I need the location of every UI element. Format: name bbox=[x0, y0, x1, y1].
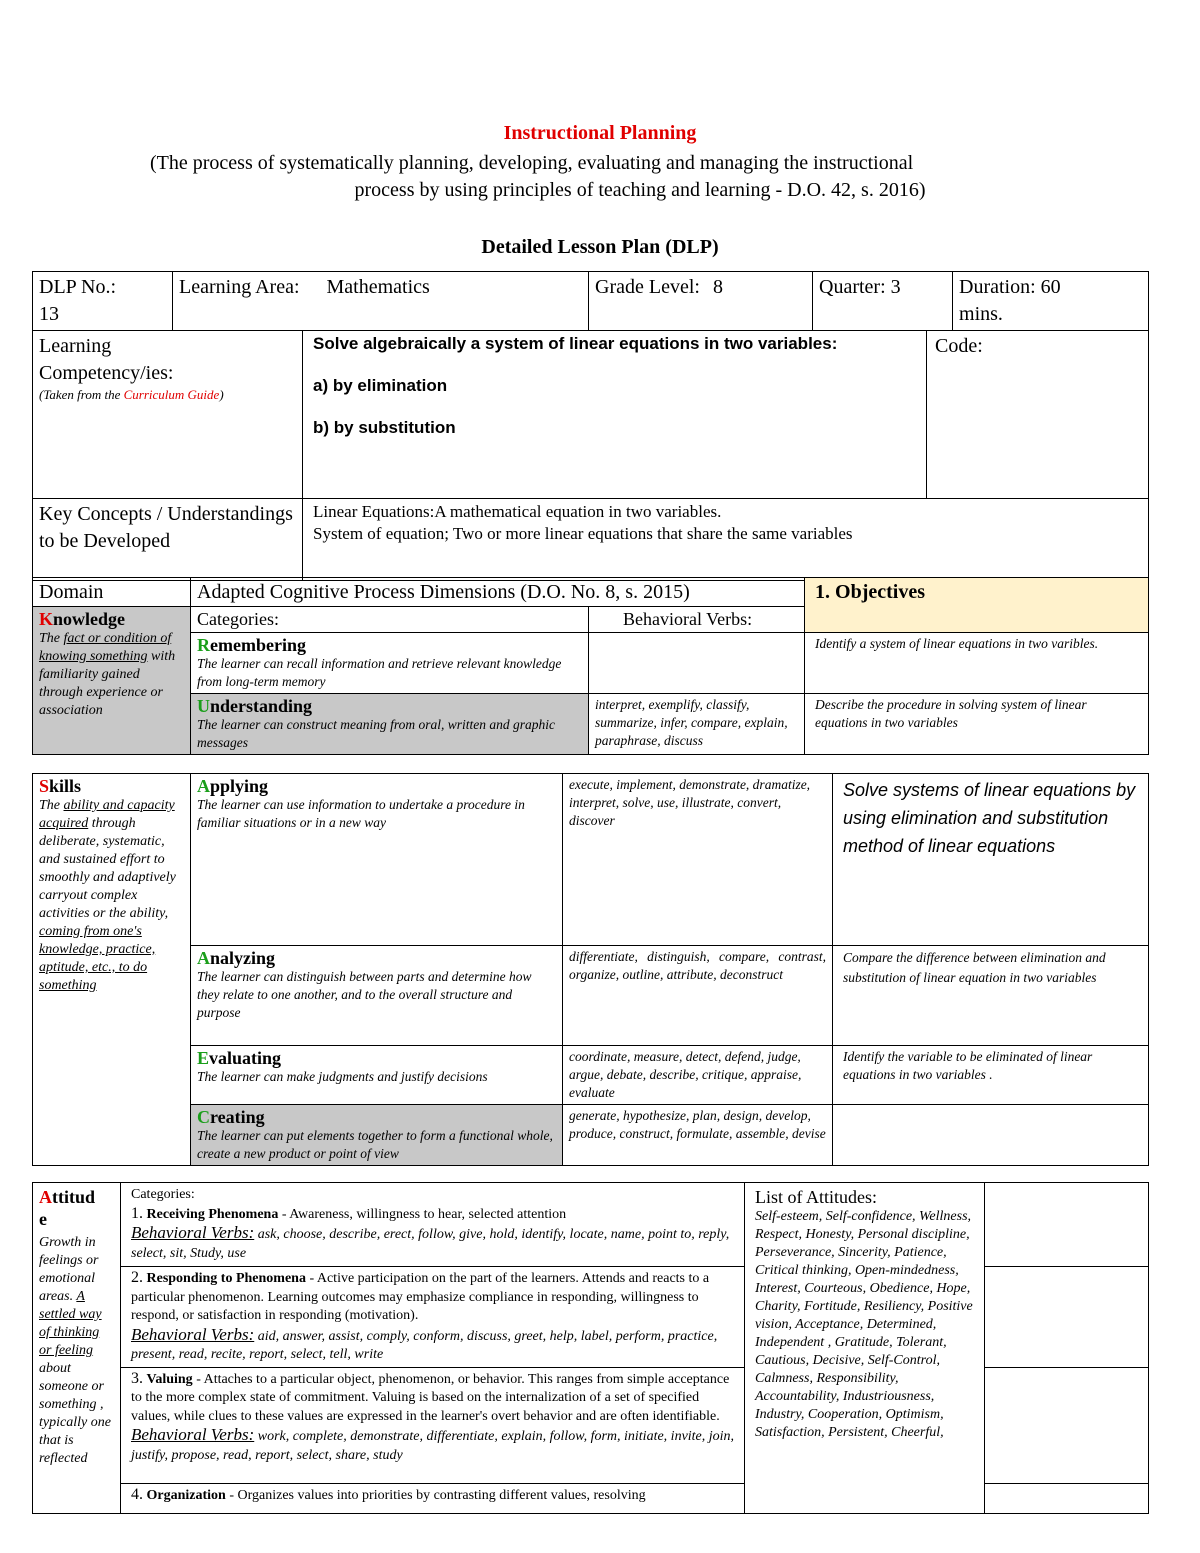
applying-description: The learner can use information to undertake a procedure in familiar situations or in a new way bbox=[197, 797, 525, 830]
receiving-phenomena-text: 1. Receiving Phenomena - Awareness, willingness to hear, selected attention bbox=[131, 1204, 567, 1222]
competency-title: Solve algebraically a system of linear equations in two variables: bbox=[313, 334, 838, 353]
remembering-objective: Identify a system of linear equations in two varibles. bbox=[805, 633, 1149, 694]
learning-area-cell bbox=[173, 272, 589, 331]
grade-level-cell bbox=[589, 272, 813, 331]
competency-item-b: b) by substitution bbox=[313, 418, 456, 437]
quarter-value: 3 bbox=[890, 276, 901, 298]
key-concept-line-2: System of equation; Two or more linear equations that share the same variables bbox=[313, 524, 853, 543]
analyzing-title: Analyzing bbox=[197, 948, 276, 968]
valuing-cell bbox=[121, 1367, 745, 1483]
analyzing-cell bbox=[191, 946, 563, 1046]
understanding-description: The learner can construct meaning from oral, written and graphic messages bbox=[197, 717, 555, 750]
description-line-2: process by using principles of teaching and learning - D.O. 42, s. 2016) bbox=[354, 179, 926, 201]
skills-title: Skills bbox=[39, 776, 82, 796]
knowledge-description: The fact or condition of knowing something with familiarity gained through experience or association bbox=[39, 631, 176, 718]
competency-label-cell bbox=[33, 331, 303, 499]
remembering-verbs bbox=[589, 633, 805, 694]
analyzing-description: The learner can distinguish between parts and determine how they relate to one another, and to the overall structure and purpose bbox=[197, 969, 532, 1020]
duration-unit: mins. bbox=[959, 303, 1003, 325]
description-line-1: (The process of systematically planning, developing, evaluating and managing the instructional bbox=[150, 152, 914, 174]
analyzing-objective: Compare the difference between elimination and substitution of linear equation in two variables bbox=[833, 946, 1149, 1046]
categories-header: Categories: bbox=[191, 607, 589, 633]
quarter-label: Quarter: bbox=[819, 276, 886, 298]
dlp-info-table bbox=[32, 271, 1149, 581]
attitudes-list-cell bbox=[745, 1183, 985, 1514]
attitude-title: Attitud e bbox=[39, 1187, 96, 1229]
attitude-table bbox=[32, 1182, 1149, 1514]
key-concepts-label-cell bbox=[33, 499, 303, 581]
evaluating-cell bbox=[191, 1046, 563, 1105]
creating-description: The learner can put elements together to form a functional whole, create a new product or point of view bbox=[197, 1128, 553, 1161]
valuing-text: 3. Valuing - Attaches to a particular object, phenomenon, or behavior. This ranges from simple acceptance to the more complex state of commitment. Valuing is based on the internalization of a set of specified values, while clues to these values are expressed in the learner's overt behavior and are often identifiable. bbox=[131, 1369, 730, 1424]
knowledge-table bbox=[32, 577, 1149, 755]
remembering-description: The learner can recall information and retrieve relevant knowledge from long-term memory bbox=[197, 656, 562, 689]
understanding-cell bbox=[191, 694, 589, 755]
competency-label-1: Learning bbox=[39, 335, 112, 357]
attitude-domain-cell bbox=[33, 1183, 121, 1514]
creating-title: Creating bbox=[197, 1107, 265, 1127]
attitude-categories-label: Categories: bbox=[131, 1187, 195, 1202]
competency-source-note: (Taken from the Curriculum Guide) bbox=[39, 387, 224, 402]
key-concepts-content-cell bbox=[303, 499, 1149, 581]
grade-level-label: Grade Level: bbox=[595, 276, 700, 298]
receiving-behavioral-verbs: Behavioral Verbs: ask, choose, describe, erect, follow, give, hold, identify, locate, name, point to, reply, select, sit, Study, use bbox=[131, 1223, 730, 1261]
applying-cell bbox=[191, 774, 563, 946]
competency-item-a: a) by elimination bbox=[313, 376, 448, 395]
attitudes-list: Self-esteem, Self-confidence, Wellness, Respect, Honesty, Personal discipline, Perseverance, Sincerity, Patience, Critical thinking, Open-mindedness, Interest, Courteous, Obedience, Hope, Charity, Fortitude, Resiliency, Positive vision, Acceptance, Determined, Independent , Gratitude, Tolerant, Cautious, Decisive, Self-Control, Calmness, Responsibility, Accountability, Industriousness, Industry, Cooperation, Optimism, Satisfaction, Persistent, Cheerful, bbox=[755, 1209, 973, 1440]
code-cell bbox=[927, 331, 1149, 499]
creating-objective bbox=[833, 1105, 1149, 1166]
competency-content-cell bbox=[303, 331, 927, 499]
evaluating-description: The learner can make judgments and justify decisions bbox=[197, 1069, 488, 1084]
code-label: Code: bbox=[935, 335, 983, 357]
objectives-header: 1. Objectives bbox=[805, 578, 1149, 633]
adapted-dimensions-header: Adapted Cognitive Process Dimensions (D.O. No. 8, s. 2015) bbox=[191, 578, 805, 607]
evaluating-title: Evaluating bbox=[197, 1048, 282, 1068]
creating-verbs: generate, hypothesize, plan, design, develop, produce, construct, formulate, assemble, devise bbox=[563, 1105, 833, 1166]
attitude-extra-cell-2 bbox=[985, 1267, 1149, 1368]
remembering-title: Remembering bbox=[197, 635, 306, 655]
attitude-extra-cell-4 bbox=[985, 1483, 1149, 1513]
attitude-extra-cell-3 bbox=[985, 1367, 1149, 1483]
dlp-number-label: DLP No.: bbox=[39, 276, 117, 298]
skills-table bbox=[32, 773, 1149, 1166]
competency-label-2: Competency/ies: bbox=[39, 362, 174, 384]
evaluating-verbs: coordinate, measure, detect, defend, judge, argue, debate, describe, critique, appraise, evaluate bbox=[563, 1046, 833, 1105]
responding-behavioral-verbs: Behavioral Verbs: aid, answer, assist, comply, conform, discuss, greet, help, label, perform, practice, present, read, recite, report, select, tell, write bbox=[131, 1324, 718, 1362]
skills-description: The ability and capacity acquired through deliberate, systematic, and sustained effort to smoothly and adaptively carryout complex activities or the ability, coming from one's knowledge, practice, aptitude, etc., to do something bbox=[39, 798, 176, 993]
key-concepts-label: Key Concepts / Understandings to be Developed bbox=[39, 503, 293, 552]
page-description bbox=[150, 150, 1050, 204]
skills-domain-cell bbox=[33, 774, 191, 1166]
grade-level-value: 8 bbox=[712, 276, 723, 298]
knowledge-title: Knowledge bbox=[39, 609, 126, 629]
understanding-objective: Describe the procedure in solving system of linear equations in two variables bbox=[805, 694, 1149, 755]
page-title: Instructional Planning bbox=[503, 122, 697, 144]
valuing-behavioral-verbs: Behavioral Verbs: work, complete, demonstrate, differentiate, explain, follow, form, initiate, invite, join, justify, propose, read, report, select, share, study bbox=[131, 1425, 735, 1463]
domain-header: Domain bbox=[33, 578, 191, 607]
learning-area-label: Learning Area: bbox=[179, 276, 300, 298]
understanding-verbs: interpret, exemplify, classify, summarize, infer, compare, explain, paraphrase, discuss bbox=[589, 694, 805, 755]
quarter-cell bbox=[813, 272, 953, 331]
learning-area-value: Mathematics bbox=[326, 276, 430, 298]
attitude-description: Growth in feelings or emotional areas. A settled way of thinking or feeling about someone or something , typically one that is reflected bbox=[39, 1235, 111, 1466]
document-title: Detailed Lesson Plan (DLP) bbox=[481, 236, 719, 258]
analyzing-verbs: differentiate, distinguish, compare, contrast, organize, outline, attribute, deconstruct bbox=[563, 946, 833, 1046]
knowledge-domain-cell bbox=[33, 607, 191, 755]
attitude-extra-cell-1 bbox=[985, 1183, 1149, 1267]
organization-cell bbox=[121, 1483, 745, 1513]
behavioral-verbs-header: Behavioral Verbs: bbox=[589, 607, 805, 633]
attitudes-list-label: List of Attitudes: bbox=[755, 1187, 878, 1207]
organization-text: 4. Organization - Organizes values into priorities by contrasting different values, resolving bbox=[131, 1485, 646, 1503]
key-concept-line-1: Linear Equations:A mathematical equation in two variables. bbox=[313, 502, 722, 521]
remembering-cell bbox=[191, 633, 589, 694]
applying-verbs: execute, implement, demonstrate, dramatize, interpret, solve, use, illustrate, convert, discover bbox=[563, 774, 833, 946]
dlp-number-cell bbox=[33, 272, 173, 331]
understanding-title: Understanding bbox=[197, 696, 313, 716]
creating-cell bbox=[191, 1105, 563, 1166]
applying-title: Applying bbox=[197, 776, 269, 796]
responding-phenomena-text: 2. Responding to Phenomena - Active participation on the part of the learners. Attends and reacts to a particular phenomenon. Learning outcomes may emphasize compliance in responding, willingness to respond, or satisfaction in responding (motivation). bbox=[131, 1269, 710, 1323]
receiving-phenomena-cell bbox=[121, 1183, 745, 1267]
duration-cell bbox=[953, 272, 1149, 331]
duration-label: Duration: 60 bbox=[959, 276, 1061, 298]
curriculum-guide-text: Curriculum Guide bbox=[123, 387, 220, 402]
applying-objective: Solve systems of linear equations by using elimination and substitution method of linear equations bbox=[833, 774, 1149, 946]
evaluating-objective: Identify the variable to be eliminated of linear equations in two variables . bbox=[833, 1046, 1149, 1105]
responding-phenomena-cell bbox=[121, 1267, 745, 1368]
dlp-number-value: 13 bbox=[39, 303, 59, 325]
